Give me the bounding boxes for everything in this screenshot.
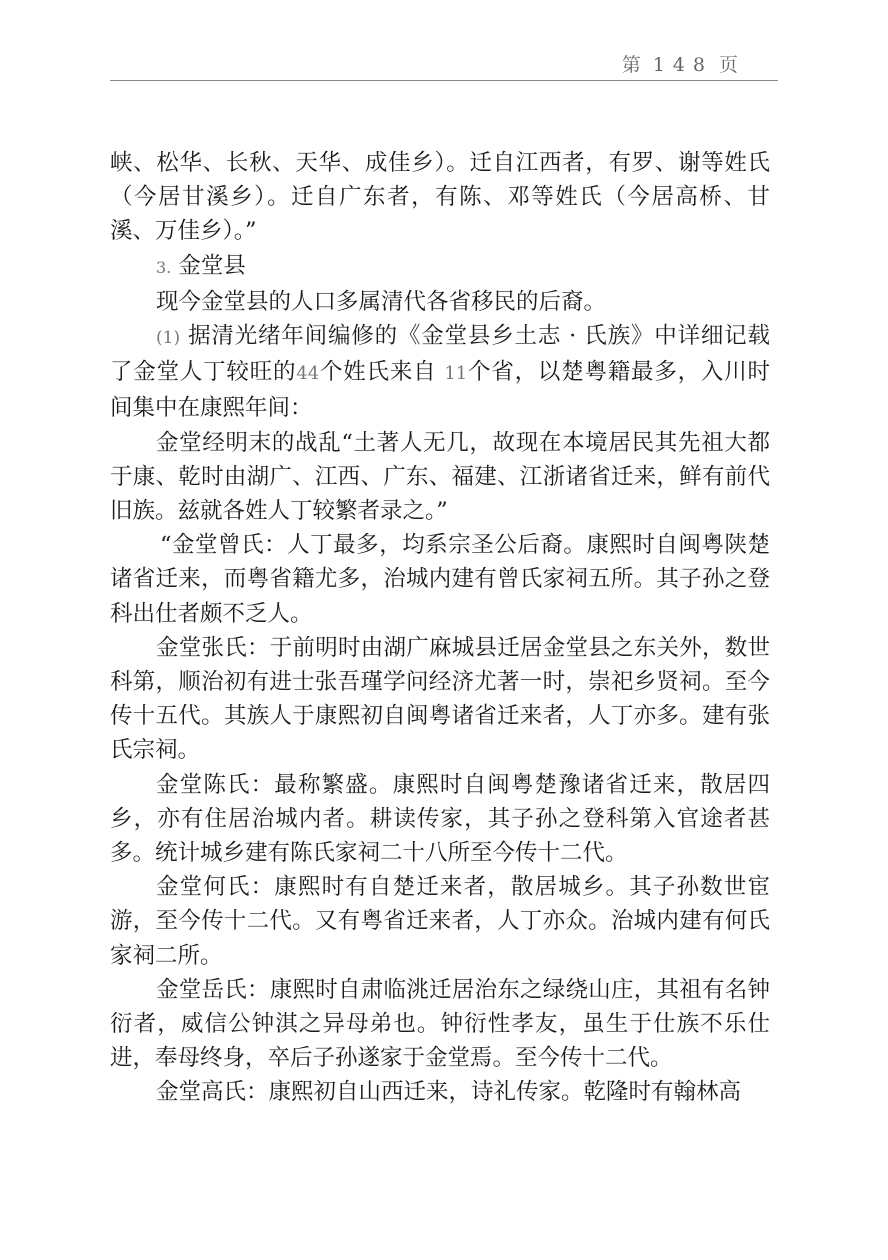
paragraph: 金堂张氏：于前明时由湖广麻城县迁居金堂县之东关外，数世科第，顺治初有进士张吾瑾学问经济尤著一时，崇祀乡贤祠。至今传十五代。其族人于康熙初自闽粤诸省迁来者，人丁亦多。建有张氏宗祠。 (110, 634, 770, 764)
paragraph-text: 个姓氏来自 (319, 359, 437, 386)
section-heading (110, 249, 770, 285)
paragraph: 现今金堂县的人口多属清代各省移民的后裔。 (156, 288, 607, 315)
paragraph-text: 据清光绪年间编修的《金堂县乡土志 · 氏族》中详细记载了金堂人丁较旺的 (110, 323, 770, 386)
paragraph: 金堂经明末的战乱“土著人无几，故现在本境居民其先祖大都于康、乾时由湖广、江西、广东、福建、江浙诸省迁来，鲜有前代旧族。兹就各姓人丁较繁者录之。” (110, 429, 770, 525)
section-number: 3. (156, 257, 172, 277)
page-header (110, 50, 778, 81)
page-suffix: 页 (718, 54, 744, 76)
document-body (110, 146, 770, 1110)
page-number: 148 (652, 54, 713, 76)
paragraph: 金堂岳氏：康熙时自肃临洮迁居治东之绿绕山庄，其祖有名钟衍者，威信公钟淇之异母弟也。钟衍性孝友，虽生于仕族不乐仕进，奉母终身，卒后子孙遂家于金堂焉。至今传十二代。 (110, 976, 770, 1072)
page-prefix: 第 (621, 54, 647, 76)
number-value: 11 (444, 363, 468, 385)
paragraph: “金堂曾氏：人丁最多，均系宗圣公后裔。康熙时自闽粤陕楚诸省迁来，而粤省籍尤多，治城内建有曾氏家祠五所。其子孙之登科出仕者颇不乏人。 (110, 532, 770, 627)
paragraph: 金堂陈氏：最称繁盛。康熙时自闽粤楚豫诸省迁来，散居四乡，亦有住居治城内者。耕读传家，其子孙之登科第入官途者甚多。统计城乡建有陈氏家祠二十八所至今传十二代。 (110, 771, 770, 867)
paragraph: 金堂高氏：康熙初自山西迁来，诗礼传家。乾隆时有翰林高 (156, 1079, 742, 1106)
page-number-label (622, 50, 744, 77)
item-number: (1) (156, 328, 181, 349)
paragraph-text: 个省，以楚粤籍最多，入川时间集中在康熙年间： (110, 359, 770, 422)
paragraph: 金堂何氏：康熙时有自楚迁来者，散居城乡。其子孙数世宦游，至今传十二代。又有粤省迁来者，人丁亦众。治城内建有何氏家祠二所。 (110, 874, 770, 969)
paragraph: 峡、松华、长秋、天华、成佳乡）。迁自江西者，有罗、谢等姓氏（今居甘溪乡）。迁自广东者，有陈、邓等姓氏（今居高桥、甘溪、万佳乡）。” (110, 150, 770, 245)
section-title: 金堂县 (178, 252, 246, 279)
number-value: 44 (296, 363, 320, 385)
paragraph (110, 319, 770, 426)
